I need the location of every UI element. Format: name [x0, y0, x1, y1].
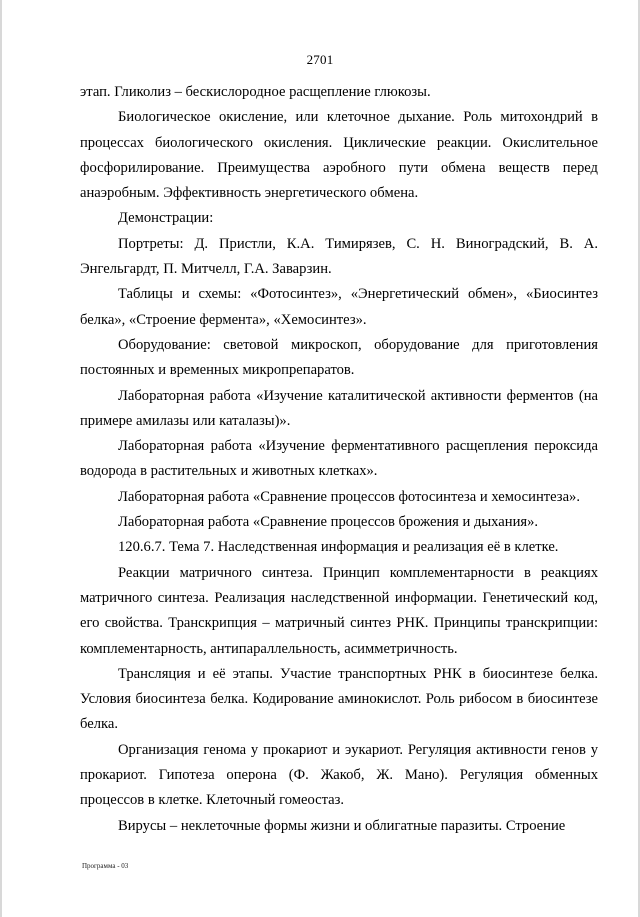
- paragraph-portraits: Портреты: Д. Пристли, К.А. Тимирязев, С. Н. Виноградский, В. А. Энгельгардт, П. Митчелл, Г.А. Заварзин.: [80, 235, 598, 278]
- paragraph-topic-7-heading: 120.6.7. Тема 7. Наследственная информация и реализация её в клетке.: [118, 539, 559, 556]
- paragraph-demonstrations-heading: Демонстрации:: [118, 210, 214, 227]
- paragraph-equipment: Оборудование: световой микроскоп, оборудование для приготовления постоянных и временных микропрепаратов.: [80, 336, 598, 379]
- paragraph-lab-peroxide: Лабораторная работа «Изучение ферментативного расщепления пероксида водорода в растительных и животных клетках».: [80, 438, 598, 480]
- paragraph-lab-photosynthesis-chemosynthesis: Лабораторная работа «Сравнение процессов фотосинтеза и хемосинтеза».: [118, 488, 580, 505]
- paragraph-matrix-synthesis: Реакции матричного синтеза. Принцип комплементарности в реакциях матричного синтеза. Реализация наследственной информации. Генетический код, его свойства. Транскрипция – матричный синтез РНК. Принципы транскрипции: комплементарность, антипараллельность, асимметричность.: [80, 564, 598, 657]
- document-body: [80, 80, 598, 839]
- page-number: 2701: [306, 52, 334, 67]
- paragraph-translation: Трансляция и её этапы. Участие транспортных РНК в биосинтезе белка. Условия биосинтеза белка. Кодирование аминокислот. Роль рибосом в биосинтезе белка.: [80, 665, 598, 733]
- paragraph-glycolysis: этап. Гликолиз – бескислородное расщепление глюкозы.: [80, 84, 431, 100]
- paragraph-lab-enzyme-activity: Лабораторная работа «Изучение каталитической активности ферментов (на примере амилазы или каталазы)».: [80, 387, 598, 429]
- paragraph-tables-and-schemes: Таблицы и схемы: «Фотосинтез», «Энергетический обмен», «Биосинтез белка», «Строение фермента», «Хемосинтез».: [80, 286, 598, 328]
- paragraph-biological-oxidation: Биологическое окисление, или клеточное дыхание. Роль митохондрий в процессах биологического окисления. Циклические реакции. Окислительное фосфорилирование. Преимущества аэробного пути обмена веществ перед анаэробным. Эффективность энергетического обмена.: [80, 109, 598, 202]
- footer-program-label: Программа - 03: [82, 862, 129, 870]
- paragraph-genome-organization: Организация генома у прокариот и эукариот. Регуляция активности генов у прокариот. Гипотеза оперона (Ф. Жакоб, Ж. Мано). Регуляция обменных процессов в клетке. Клеточный гомеостаз.: [80, 741, 598, 809]
- paragraph-viruses: Вирусы – неклеточные формы жизни и облигатные паразиты. Строение: [118, 817, 566, 834]
- scan-edge-left: [0, 0, 2, 917]
- paragraph-lab-fermentation-respiration: Лабораторная работа «Сравнение процессов брожения и дыхания».: [118, 514, 539, 531]
